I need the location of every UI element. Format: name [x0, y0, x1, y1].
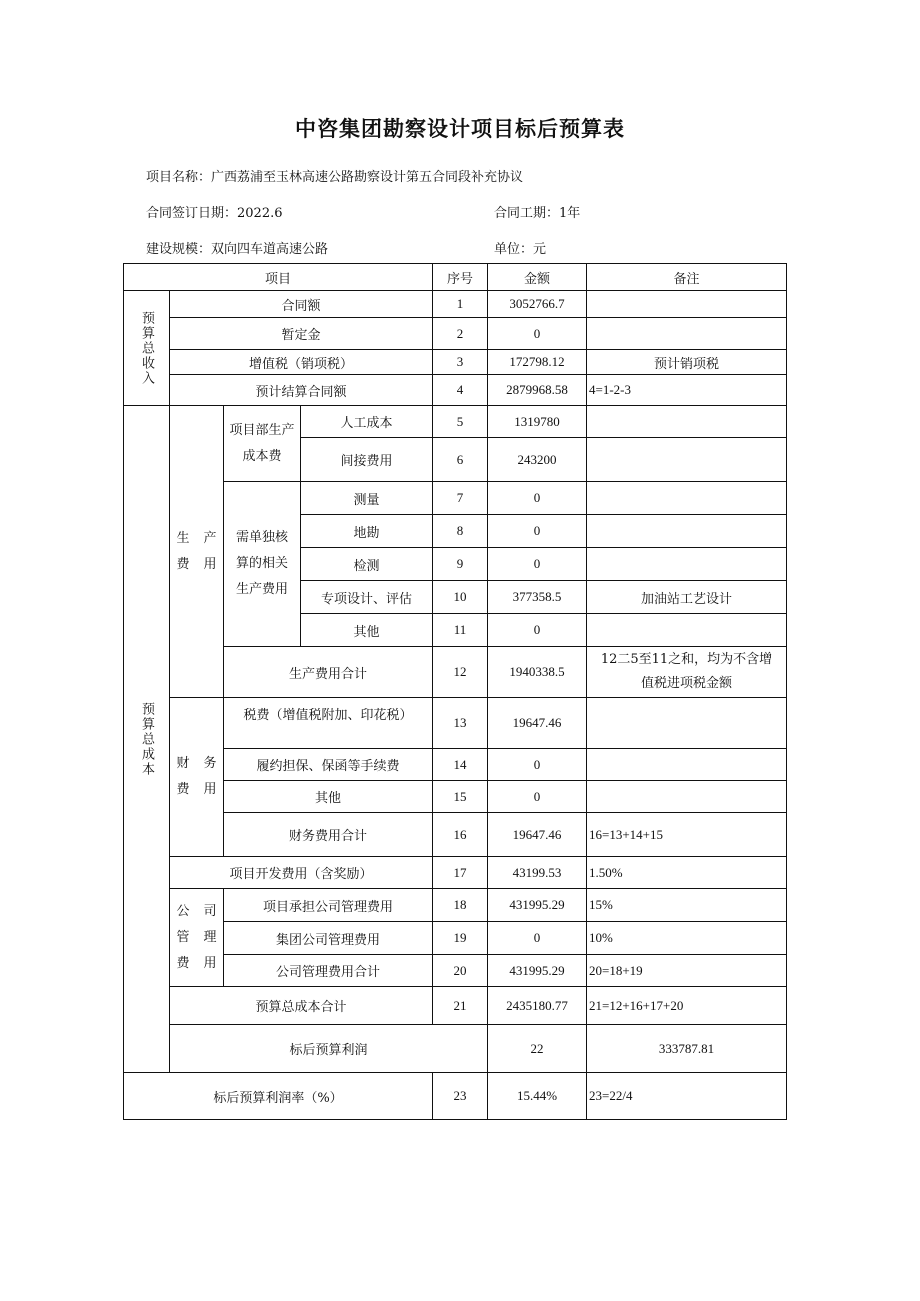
row-label: 项目开发费用（含奖励） [170, 857, 433, 889]
sign-date: 合同签订日期：2022.6 [146, 206, 283, 221]
row-note [587, 781, 787, 813]
table-row [124, 889, 787, 922]
table-row [124, 406, 787, 438]
header-item: 项目 [124, 264, 433, 291]
row-seq: 13 [433, 698, 488, 749]
row-seq: 1 [433, 291, 488, 318]
row-amount: 0 [488, 482, 587, 515]
header-amount: 金额 [488, 264, 587, 291]
row-label: 预计结算合同额 [170, 375, 433, 406]
row-seq: 10 [433, 581, 488, 614]
table-row [124, 922, 787, 955]
row-amount: 0 [488, 614, 587, 647]
row-note: 23=22/4 [587, 1073, 787, 1120]
row-label: 生产费用合计 [224, 647, 433, 698]
table-row [124, 987, 787, 1025]
row-seq: 21 [433, 987, 488, 1025]
row-amount: 0 [488, 922, 587, 955]
row-note [587, 406, 787, 438]
row-note [587, 614, 787, 647]
row-note: 预计销项税 [587, 350, 787, 375]
row-label: 人工成本 [301, 406, 433, 438]
row-note: 20=18+19 [587, 955, 787, 987]
group-revenue: 预算总收入 [124, 291, 170, 406]
row-amount: 1319780 [488, 406, 587, 438]
row-note: 加油站工艺设计 [587, 581, 787, 614]
row-amount: 19647.46 [488, 698, 587, 749]
row-label: 集团公司管理费用 [224, 922, 433, 955]
row-seq: 4 [433, 375, 488, 406]
row-amount: 43199.53 [488, 857, 587, 889]
row-amount: 15.44% [488, 1073, 587, 1120]
table-row [124, 1073, 787, 1120]
row-note: 15% [587, 889, 787, 922]
table-row [124, 781, 787, 813]
row-note: 10% [587, 922, 787, 955]
row-note [587, 515, 787, 548]
row-note: 21=12+16+17+20 [587, 987, 787, 1025]
table-row [124, 647, 787, 698]
construction-scale: 建设规模：双向四车道高速公路 [146, 242, 329, 257]
row-seq: 15 [433, 781, 488, 813]
row-amount: 1940338.5 [488, 647, 587, 698]
row-label: 间接费用 [301, 438, 433, 482]
row-label: 公司管理费用合计 [224, 955, 433, 987]
row-label: 检测 [301, 548, 433, 581]
row-label: 标后预算利润率（%） [124, 1073, 433, 1120]
row-note: 1.50% [587, 857, 787, 889]
group-independent: 需单独核 算的相关 生产费用 [224, 482, 301, 647]
row-amount: 243200 [488, 438, 587, 482]
row-seq: 5 [433, 406, 488, 438]
row-label: 专项设计、评估 [301, 581, 433, 614]
row-seq: 9 [433, 548, 488, 581]
row-seq: 20 [433, 955, 488, 987]
row-note [587, 698, 787, 749]
row-label: 其他 [224, 781, 433, 813]
row-amount: 0 [488, 548, 587, 581]
row-amount: 0 [488, 781, 587, 813]
row-seq: 23 [433, 1073, 488, 1120]
row-seq: 7 [433, 482, 488, 515]
row-seq: 16 [433, 813, 488, 857]
table-row [124, 955, 787, 987]
group-production: 生 产 费用 [170, 406, 224, 698]
row-seq: 11 [433, 614, 488, 647]
row-seq: 18 [433, 889, 488, 922]
table-row [124, 375, 787, 406]
row-note [587, 438, 787, 482]
row-amount: 2879968.58 [488, 375, 587, 406]
row-note-line: 12二5至11之和，均为不含增 [600, 652, 773, 667]
table-row [124, 857, 787, 889]
row-seq: 12 [433, 647, 488, 698]
table-row [124, 749, 787, 781]
table-row [124, 350, 787, 375]
row-note [587, 291, 787, 318]
page-title: 中咨集团勘察设计项目标后预算表 [295, 117, 625, 141]
row-seq: 2 [433, 318, 488, 350]
row-note [587, 318, 787, 350]
row-label: 测量 [301, 482, 433, 515]
group-cost: 预算总成本 [124, 406, 170, 1073]
row-amount: 2435180.77 [488, 987, 587, 1025]
row-note: 16=13+14+15 [587, 813, 787, 857]
row-note [587, 749, 787, 781]
header-seq: 序号 [433, 264, 488, 291]
table-row [124, 813, 787, 857]
row-amount: 0 [488, 749, 587, 781]
row-amount: 172798.12 [488, 350, 587, 375]
contract-period: 合同工期：1年 [494, 206, 581, 221]
row-amount: 431995.29 [488, 889, 587, 922]
row-label: 预算总成本合计 [170, 987, 433, 1025]
row-label: 项目承担公司管理费用 [224, 889, 433, 922]
row-amount: 431995.29 [488, 955, 587, 987]
row-label: 暂定金 [170, 318, 433, 350]
row-note [587, 647, 787, 698]
row-label: 地勘 [301, 515, 433, 548]
row-amount: 0 [488, 318, 587, 350]
row-seq: 8 [433, 515, 488, 548]
table-row [124, 1025, 787, 1073]
group-finance: 财 务 费用 [170, 698, 224, 857]
table-row [124, 482, 787, 515]
row-label: 税费（增值税附加、印花税） [224, 698, 433, 749]
row-seq: 6 [433, 438, 488, 482]
row-amount: 333787.81 [587, 1025, 787, 1073]
group-dept-cost: 项目部生产 成本费 [224, 406, 301, 482]
budget-table [123, 263, 787, 1120]
row-note: 4=1-2-3 [587, 375, 787, 406]
row-label: 合同额 [170, 291, 433, 318]
row-seq: 17 [433, 857, 488, 889]
row-seq: 22 [488, 1025, 587, 1073]
table-row [124, 318, 787, 350]
row-seq: 14 [433, 749, 488, 781]
row-label: 财务费用合计 [224, 813, 433, 857]
currency-unit: 单位：元 [494, 242, 547, 257]
row-amount: 0 [488, 515, 587, 548]
row-label: 标后预算利润 [170, 1025, 488, 1073]
row-amount: 377358.5 [488, 581, 587, 614]
row-note [587, 482, 787, 515]
row-note [587, 548, 787, 581]
table-row [124, 698, 787, 749]
project-name: 项目名称：广西荔浦至玉林高速公路勘察设计第五合同段补充协议 [146, 170, 524, 185]
row-amount: 3052766.7 [488, 291, 587, 318]
row-seq: 19 [433, 922, 488, 955]
row-label: 其他 [301, 614, 433, 647]
group-management: 公 司 管 理 费用 [170, 889, 224, 987]
row-seq: 3 [433, 350, 488, 375]
row-label: 履约担保、保函等手续费 [224, 749, 433, 781]
header-note: 备注 [587, 264, 787, 291]
table-row [124, 291, 787, 318]
table-header-row [124, 264, 787, 291]
row-label: 增值税（销项税） [170, 350, 433, 375]
row-amount: 19647.46 [488, 813, 587, 857]
row-note-line: 值税进项税金额 [641, 676, 733, 691]
